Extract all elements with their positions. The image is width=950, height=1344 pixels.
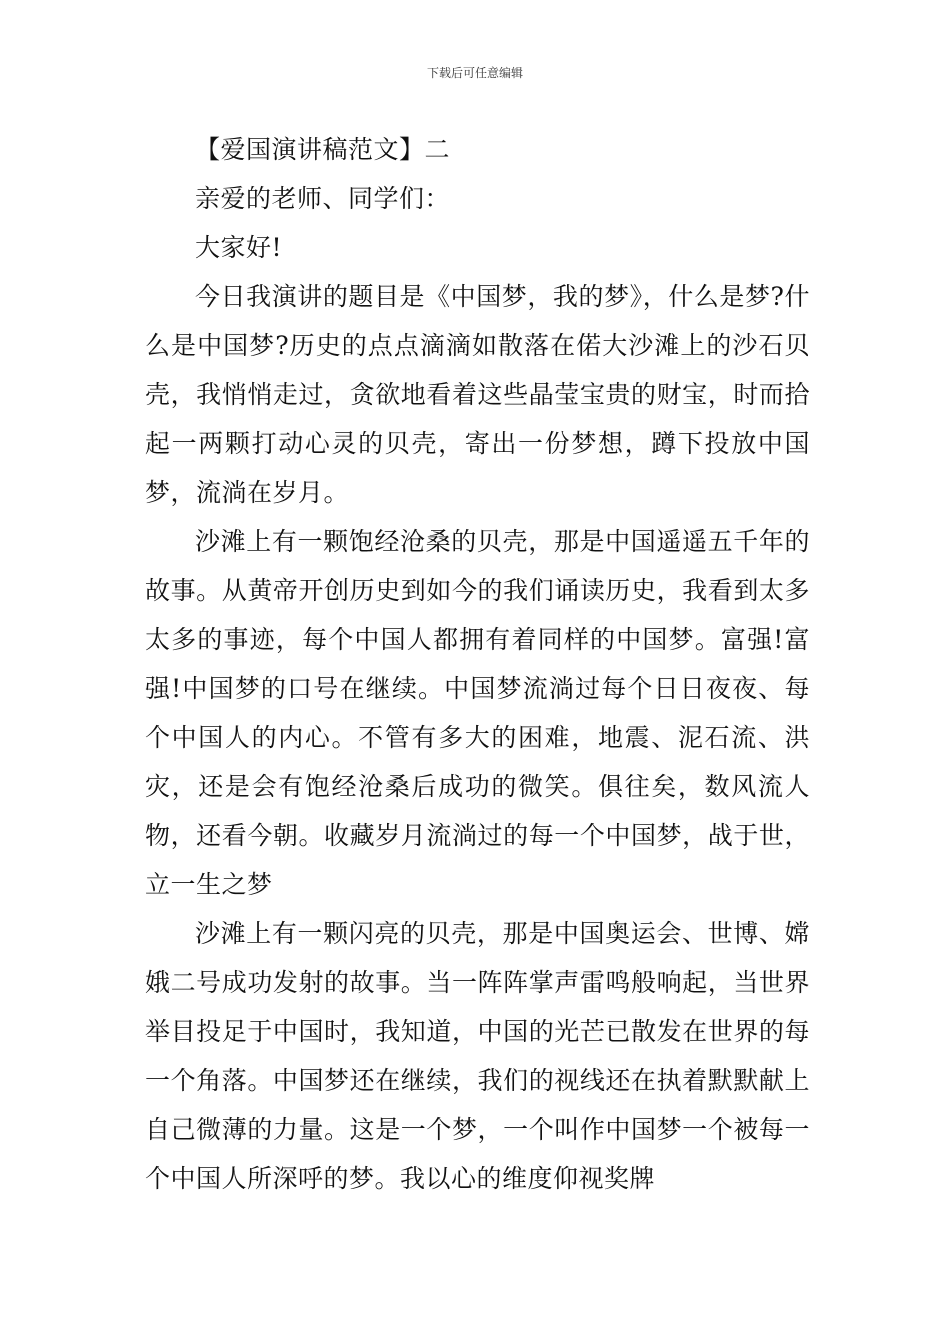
paragraph-1: 今日我演讲的题目是《中国梦，我的梦》，什么是梦?什么是中国梦?历史的点点滴滴如散落在偌大沙滩上的沙石贝壳，我悄悄走过，贪欲地看着这些晶莹宝贵的财宝，时而拾起一两颗打动心灵的贝壳，寄出一份梦想，蹲下投放中国梦，流淌在岁月。: [145, 282, 810, 507]
paragraph-3: 沙滩上有一颗闪亮的贝壳，那是中国奥运会、世博、嫦娥二号成功发射的故事。当一阵阵掌声雷鸣般响起，当世界举目投足于中国时，我知道，中国的光芒已散发在世界的每一个角落。中国梦还在继续，我们的视线还在执着默默献上自己微薄的力量。这是一个梦，一个叫作中国梦一个被每一个中国人所深呼的梦。我以心的维度仰视奖牌: [145, 919, 810, 1193]
greeting-line: 亲爱的老师、同学们：: [195, 184, 451, 213]
paragraph-2: 沙滩上有一颗饱经沧桑的贝壳，那是中国遥遥五千年的故事。从黄帝开创历史到如今的我们诵读历史，我看到太多太多的事迹，每个中国人都拥有着同样的中国梦。富强!富强!中国梦的口号在继续。中国梦流淌过每个日日夜夜、每个中国人的内心。不管有多大的困难，地震、泥石流、洪灾，还是会有饱经沧桑后成功的微笑。俱往矣，数风流人物，还看今朝。收藏岁月流淌过的每一个中国梦，战于世，立一生之梦: [145, 527, 810, 899]
document-body: [145, 125, 810, 1203]
page-header-note: 下载后可任意编辑: [426, 66, 523, 80]
document-title: 【爱国演讲稿范文】二: [195, 135, 451, 164]
hello-line: 大家好!: [195, 233, 283, 262]
